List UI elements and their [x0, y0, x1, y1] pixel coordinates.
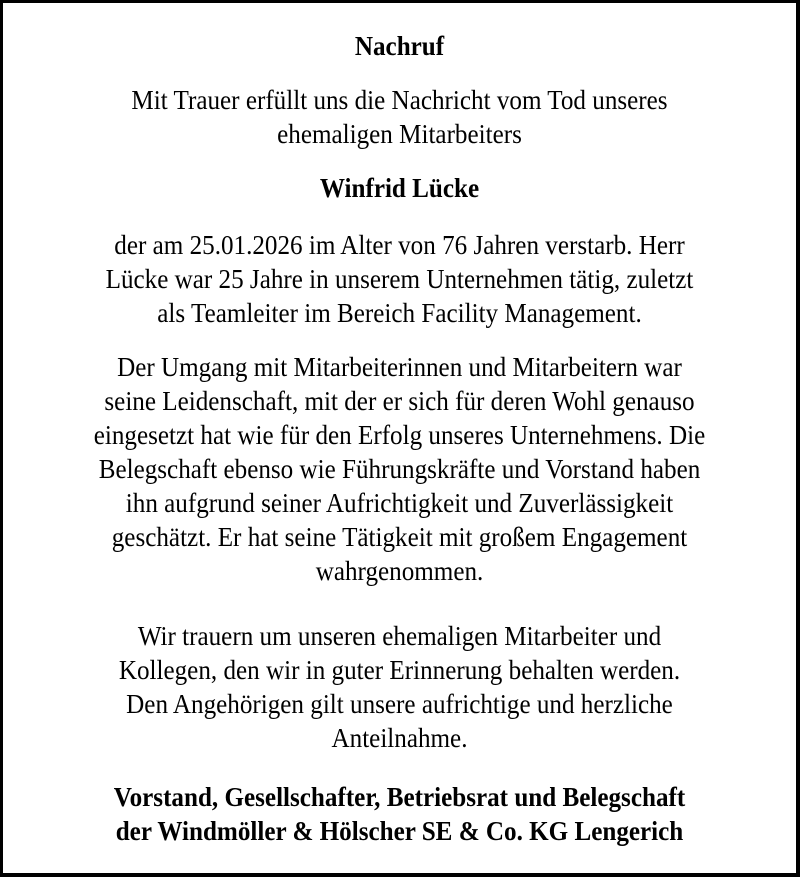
- tribute-line: eingesetzt hat wie für den Erfolg unseres Unternehmens. Die: [93, 420, 706, 450]
- tribute-line: seine Leidenschaft, mit der er sich für deren Wohl genauso: [104, 386, 695, 416]
- condolence-line: Wir trauern um unseren ehemaligen Mitarbeiter und: [137, 621, 662, 651]
- obituary-heading: Nachruf: [354, 31, 445, 61]
- intro-line: Mit Trauer erfüllt uns die Nachricht vom Tod unseres: [131, 85, 668, 115]
- condolence-line: Anteilnahme.: [331, 723, 468, 753]
- intro-line: ehemaligen Mitarbeiters: [277, 119, 522, 149]
- tribute-line: Der Umgang mit Mitarbeiterinnen und Mitarbeitern war: [117, 352, 682, 382]
- tribute-line: Belegschaft ebenso wie Führungskräfte und Vorstand haben: [98, 454, 701, 484]
- tribute-line: wahrgenommen.: [315, 556, 484, 586]
- signature-line: der Windmöller & Hölscher SE & Co. KG Lengerich: [115, 816, 684, 846]
- tribute-line: ihn aufgrund seiner Aufrichtigkeit und Zuverlässigkeit: [125, 488, 674, 518]
- details-line: Lücke war 25 Jahre in unserem Unternehmen tätig, zuletzt: [105, 264, 694, 294]
- condolence-line: Kollegen, den wir in guter Erinnerung behalten werden.: [118, 655, 681, 685]
- deceased-name: Winfrid Lücke: [319, 173, 480, 203]
- condolence-line: Den Angehörigen gilt unsere aufrichtige und herzliche: [126, 689, 673, 719]
- details-line: als Teamleiter im Bereich Facility Management.: [157, 298, 642, 328]
- signature-line: Vorstand, Gesellschafter, Betriebsrat und Belegschaft: [113, 782, 686, 812]
- details-line: der am 25.01.2026 im Alter von 76 Jahren verstarb. Herr: [114, 230, 685, 260]
- tribute-line: geschätzt. Er hat seine Tätigkeit mit großem Engagement: [111, 522, 688, 552]
